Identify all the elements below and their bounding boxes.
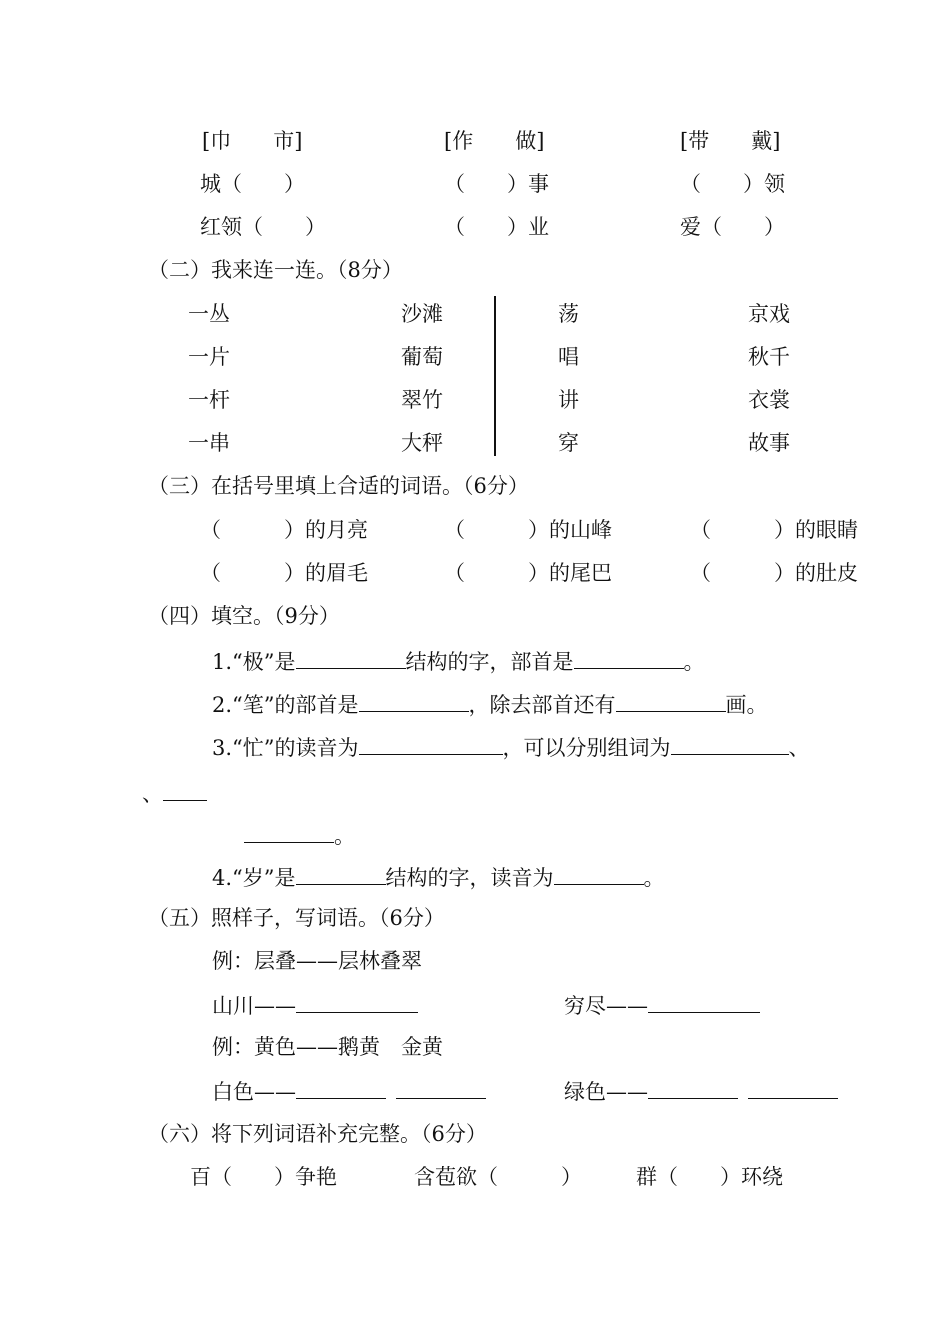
s4-q4-blank-1[interactable] xyxy=(296,866,386,885)
s5-example-2: 例：黄色——鹅黄 金黄 xyxy=(212,1035,443,1059)
s4-q3-end xyxy=(244,824,355,847)
s2-left-a-1: 一丛 xyxy=(188,302,230,326)
s4-q2-part-c: 画。 xyxy=(725,693,768,717)
s1-row3-item-3: 爱（ ） xyxy=(680,215,785,239)
s4-q3-part-d: 、 xyxy=(142,782,163,806)
pair-2-a: 作 xyxy=(452,129,474,153)
s5-word-3-blank-1[interactable] xyxy=(296,1080,386,1099)
s2-left-a-4: 一串 xyxy=(188,431,230,455)
s4-q3-part-c: 、 xyxy=(788,736,810,760)
s4-q4-part-a: 4.“岁”是 xyxy=(212,866,296,890)
s5-word-4-blank-2[interactable] xyxy=(748,1080,838,1099)
s2-left-b-2: 葡萄 xyxy=(401,345,443,369)
s3-row2-item-2: （ ）的尾巴 xyxy=(444,561,612,585)
s4-q3-part-b: ，可以分别组词为 xyxy=(502,736,671,760)
s2-right-a-3: 讲 xyxy=(558,388,579,412)
section-5-header: （五）照样子，写词语。（6分） xyxy=(148,906,445,930)
s4-q2-part-b: ，除去部首还有 xyxy=(468,693,616,717)
s4-q4-blank-2[interactable] xyxy=(554,866,644,885)
s5-word-3 xyxy=(212,1080,486,1103)
section-3-header: （三）在括号里填上合适的词语。（6分） xyxy=(148,474,529,498)
s4-q1-blank-1[interactable] xyxy=(296,650,406,669)
pair-3-a: 带 xyxy=(688,129,710,153)
s4-q3-part-a: 3.“忙”的读音为 xyxy=(212,736,359,760)
section-4-header: （四）填空。（9分） xyxy=(148,604,340,628)
pair-3-b: 戴 xyxy=(751,129,773,153)
s5-word-2-blank[interactable] xyxy=(648,994,760,1013)
s5-word-4-blank-1[interactable] xyxy=(648,1080,738,1099)
s5-word-1-label: 山川—— xyxy=(212,994,296,1018)
pair-1: [巾 市] xyxy=(202,129,303,153)
s2-left-a-2: 一片 xyxy=(188,345,230,369)
s3-row1-item-2: （ ）的山峰 xyxy=(444,518,612,542)
s2-right-a-4: 穿 xyxy=(558,431,579,455)
section-2-header: （二）我来连一连。（8分） xyxy=(148,258,403,282)
s4-q1-blank-2[interactable] xyxy=(574,650,684,669)
s2-right-b-4: 故事 xyxy=(748,431,790,455)
pair-3: [带 戴] xyxy=(680,129,781,153)
s6-item-3: 群（ ）环绕 xyxy=(636,1165,783,1189)
s4-question-4 xyxy=(212,866,665,889)
s1-row3-item-2: （ ）业 xyxy=(444,215,549,239)
s4-q3-continued xyxy=(142,782,207,805)
s5-word-3-blank-2[interactable] xyxy=(396,1080,486,1099)
s4-q3-blank-3[interactable] xyxy=(163,782,207,801)
s4-q1-part-b: 结构的字，部首是 xyxy=(405,650,574,674)
s1-row2-item-2: （ ）事 xyxy=(444,172,549,196)
s2-right-a-1: 荡 xyxy=(558,302,579,326)
s5-word-3-label: 白色—— xyxy=(212,1080,296,1104)
pair-1-a: 巾 xyxy=(210,129,232,153)
s4-q1-part-c: 。 xyxy=(683,650,705,674)
s5-word-2 xyxy=(564,994,760,1017)
s5-example-1: 例：层叠——层林叠翠 xyxy=(212,949,422,973)
s2-left-a-3: 一杆 xyxy=(188,388,230,412)
s4-question-2 xyxy=(212,693,768,716)
divider-line xyxy=(494,296,496,456)
s6-item-1: 百（ ）争艳 xyxy=(190,1165,337,1189)
pair-1-b: 市 xyxy=(273,129,295,153)
s4-question-1 xyxy=(212,650,705,673)
s2-left-b-1: 沙滩 xyxy=(401,302,443,326)
s3-row2-item-3: （ ）的肚皮 xyxy=(690,561,858,585)
s4-q1-part-a: 1.“极”是 xyxy=(212,650,296,674)
s4-question-3 xyxy=(212,736,810,759)
s4-q2-part-a: 2.“笔”的部首是 xyxy=(212,693,359,717)
s3-row1-item-1: （ ）的月亮 xyxy=(200,518,368,542)
s3-row1-item-3: （ ）的眼睛 xyxy=(690,518,858,542)
section-6-header: （六）将下列词语补充完整。（6分） xyxy=(148,1122,487,1146)
s2-left-b-3: 翠竹 xyxy=(401,388,443,412)
s6-item-2: 含苞欲（ ） xyxy=(414,1165,582,1189)
s5-word-1-blank[interactable] xyxy=(296,994,418,1013)
s2-right-b-1: 京戏 xyxy=(748,302,790,326)
pair-2: [作 做] xyxy=(444,129,545,153)
s4-q4-part-b: 结构的字，读音为 xyxy=(385,866,554,890)
s1-row2-item-3: （ ）领 xyxy=(680,172,785,196)
s2-left-b-4: 大秤 xyxy=(401,431,443,455)
s2-right-b-3: 衣裳 xyxy=(748,388,790,412)
s5-word-1 xyxy=(212,994,418,1017)
s5-word-2-label: 穷尽—— xyxy=(564,994,648,1018)
s1-row3-item-1: 红领（ ） xyxy=(200,215,326,239)
pair-2-b: 做 xyxy=(515,129,537,153)
s4-q2-blank-2[interactable] xyxy=(616,693,726,712)
s4-q3-blank-4[interactable] xyxy=(244,824,334,843)
s4-q4-part-c: 。 xyxy=(643,866,665,890)
s5-word-4 xyxy=(564,1080,838,1103)
s3-row2-item-1: （ ）的眉毛 xyxy=(200,561,368,585)
s1-row2-item-1: 城（ ） xyxy=(200,172,305,196)
s2-right-a-2: 唱 xyxy=(558,345,579,369)
s4-q3-blank-2[interactable] xyxy=(671,736,789,755)
s4-q3-part-e: 。 xyxy=(334,824,355,848)
s4-q2-blank-1[interactable] xyxy=(359,693,469,712)
s4-q3-blank-1[interactable] xyxy=(359,736,503,755)
s5-word-4-label: 绿色—— xyxy=(564,1080,648,1104)
s2-right-b-2: 秋千 xyxy=(748,345,790,369)
